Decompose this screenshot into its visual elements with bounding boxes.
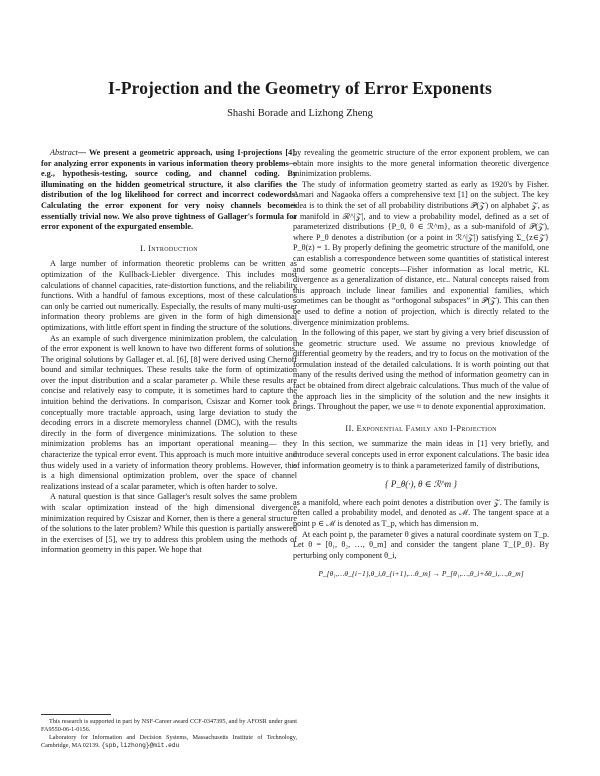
right-paragraph-3: In the following of this paper, we start by giving a very brief discussion of the geometric structure used. We assume no previous knowledge of differential geometry by the readers, and try to focus on the motivation of the formulation instead of the detailed calculations. It is worth pointing out that many of the results derived using the method of information geometry can in fact be obtained from direct algebraic calculations. Thus much of the value of the approach lies in the simplicity of the solution and the new insights it brings. Throughout the paper, we use ≈ to denote exponential approximation. — [293, 328, 549, 412]
right-column — [293, 148, 549, 588]
section-1-heading — [41, 243, 297, 254]
footnote-emails[interactable]: {spb,lizhong}@mit.edu — [101, 742, 180, 749]
section-2-heading — [293, 423, 549, 434]
s2-paragraph-1: In this section, we summarize the main ideas in [1] very briefly, and introduce several concepts used in error exponent calculations. The basic idea of information geometry is to think a parameterized family of distributions, — [293, 439, 549, 470]
s2-paragraph-2: as a manifold, where each point denotes a distribution over 𝒵. The family is often called a probability model, and denoted as ℳ. The tangent space at a point p ∈ ℳ is denoted as T_p, which has dimension m. — [293, 497, 549, 528]
intro-paragraph-3: A natural question is that since Gallager's result solves the same problem with scalar optimization instead of the high dimensional divergence minimization required by Csiszar and Korner, then is there a general structure of the solutions to the later problem? While this question is partially answered in the exercises of [5], we try to address this problem using the methods of information geometry in this paper. We hope that — [41, 492, 297, 555]
abstract-text: — We present a geometric approach, using I-projections [4], for analyzing error exponents in various information theory problems—e.g., hypothesis-testing, source coding, and channel coding. By illuminating on the hidden geometrical structure, it also clarifies the distribution of the log likelihood for correct and incorrect codewords. Calculating the error exponent for very noisy channels becomes essentially trivial now. We also prove tightness of Gallager's formula for error exponent of the expurgated ensemble. — [41, 148, 297, 232]
section-1-number: I. — [140, 242, 146, 253]
section-2-title: Exponential Family and I-Projection — [356, 422, 497, 433]
footnote-affiliation — [41, 734, 297, 750]
paper-title: I-Projection and the Geometry of Error Exponents — [108, 78, 492, 98]
intro-paragraph-1: A large number of information theoretic problems can be written as optimization of the Kullback-Liebler divergence. This includes most calculations of channel capacities, rate-distortion functions, and the reliability functions. With a handful of famous exceptions, most of these calculations can only be carried out numerically. Especially, the results of many multi-user information theory problems are given in the form of high dimensional optimizations, with little effort spent in finding the structure of the solutions. — [41, 259, 297, 332]
footnote-funding: This research is supported in part by NSF-Career award CCF-0347395, and by AFOSR under grant FA9550-06-1-0156. — [41, 718, 297, 733]
intro-paragraph-2: As an example of such divergence minimization problem, the calculation of the error exponent is well known to have two different forms of solutions. The original solutions by Gallager et. al. [6], [8] were derived using Chernoff bound and similar techniques. These results take the form of optimization over the input distribution and a scalar parameter ρ. While these results are concise and relatively easy to compute, it is sometimes hard to capture the intuition behind the derivations. In comparison, Csiszar and Korner took a conceptually more tractable approach, using large deviation to study the decoding errors in a discrete memoryless channel (DMC), with the results directly in the form of divergence minimizations. The solution to these minimization problems has an important operational meaning— they characterize the typical error event. This approach is much more intuitive and thus widely used in a variety of information theory problems. However, this is a high dimensional optimization problem, over the space of channel realizations instead of a scalar parameter, which is often harder to solve. — [41, 333, 297, 491]
paper-authors: Shashi Borade and Lizhong Zheng — [227, 108, 373, 119]
section-1-title: Introduction — [148, 242, 198, 253]
footnote — [41, 714, 297, 750]
right-paragraph-1: by revealing the geometric structure of the error exponent problem, we can obtain more insights to the more general information theoretic divergence minimization problems. — [293, 148, 549, 179]
equation-family: { P_θ(·), θ ∈ ℛ^m } — [385, 479, 457, 490]
right-paragraph-2: The study of information geometry started as early as 1920's by Fisher. Amari and Nagaoka offers a comprehensive text [1] on the subject. The key idea is to think the set of all probability distributions 𝒫(𝒵) on alphabet 𝒵, as a manifold in ℛ^|𝒵|, and to view a probability model, defined as a set of parameterized distributions {P_θ, θ ∈ ℛ^m}, as a sub-manifold of 𝒫(𝒵), where P_θ denotes a distribution (or a point in ℛ^|𝒵|) satisfying Σ_{z∈𝒵} P_θ(z) = 1. By properly defining the geometric structure of the manifold, one can establish a correspondence between some quantities of statistical interest and some geometric concepts—Fisher information as local metric, KL divergence as a generalization of distance, etc.. Natural concepts raised from this approach include linear families and exponential families, which sometimes can be thought as “orthogonal subspaces” in 𝒫(𝒵). This can then be used to define a notion of projection, which is directly related to the divergence minimization problems. — [293, 179, 549, 327]
section-2-number: II. — [345, 422, 355, 433]
equation-perturbation: P_[θ₁,…θ_{i−1},θ_i,θ_{i+1},…θ_m] → P_[θ₁,…,θ_i+δθ_i,…,θ_m] — [318, 569, 524, 579]
s2-paragraph-3: At each point p, the parameter θ gives a natural coordinate system on T_p. Let θ = [θ₁, θ₂, …, θ_m] and consider the tangent plane T_{P_θ}. By perturbing only component θ_i, — [293, 529, 549, 560]
left-column — [41, 148, 297, 556]
abstract-label: Abstract — [50, 148, 78, 157]
abstract — [41, 148, 297, 233]
footnote-affiliation-text: Laboratory for Information and Decision Systems, Massachusetts Institute of Technology, Cambridge, MA 02139. — [41, 734, 297, 749]
footnote-rule — [41, 714, 111, 715]
